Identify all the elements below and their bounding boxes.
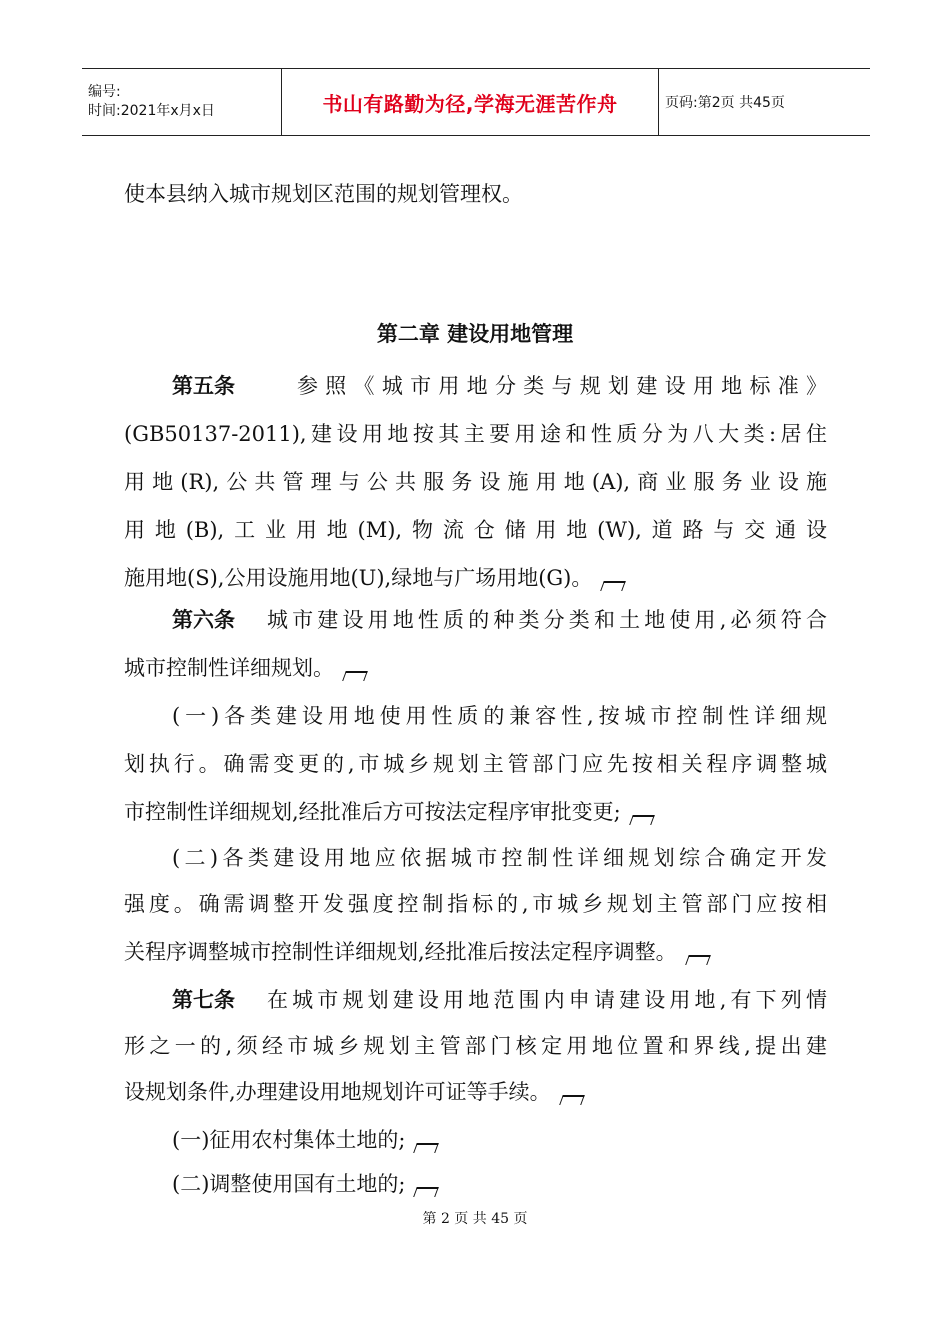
paragraph-mark-icon xyxy=(342,671,368,681)
body-line: (二)各类建设用地应依据城市控制性详细规划综合确定开发 xyxy=(172,846,827,870)
list-item: (二)调整使用国有土地的; xyxy=(172,1172,406,1196)
article-5-heading-line xyxy=(172,370,827,400)
list-item-wrapper xyxy=(172,1168,437,1198)
body-line: 施用地(S),公用设施用地(U),绿地与广场用地(G)。 xyxy=(124,566,593,590)
body-line: (GB50137-2011),建设用地按其主要用途和性质分为八大类:居住 xyxy=(124,422,827,446)
header-motto: 书山有路勤为径,学海无涯苦作舟 xyxy=(282,69,659,135)
paragraph-mark-icon xyxy=(601,581,627,591)
body-line: 强度。确需调整开发强度控制指标的,市城乡规划主管部门应按相 xyxy=(124,892,827,916)
article-7-heading-line xyxy=(172,984,827,1014)
page-footer: 第 2 页 共 45 页 xyxy=(422,1211,528,1227)
body-line-wrapper xyxy=(124,936,709,966)
paragraph-mark-icon xyxy=(685,955,711,965)
body-line: (一)各类建设用地使用性质的兼容性,按城市控制性详细规 xyxy=(172,704,827,728)
body-line-wrapper xyxy=(124,652,366,682)
body-line-wrapper xyxy=(124,796,653,826)
header-page-info: 页码:第2页 共45页 xyxy=(665,95,785,111)
body-line-wrapper xyxy=(124,1076,583,1106)
body-line: 设规划条件,办理建设用地规划许可证等手续。 xyxy=(124,1080,551,1104)
body-line: 形之一的,须经市城乡规划主管部门核定用地位置和界线,提出建 xyxy=(124,1034,827,1058)
list-item-wrapper xyxy=(172,1124,437,1154)
paragraph-mark-icon xyxy=(414,1187,440,1197)
body-line: 用地(R),公共管理与公共服务设施用地(A),商业服务业设施 xyxy=(124,470,827,494)
body-line: 城市控制性详细规划。 xyxy=(124,656,334,680)
document-number-label: 编号: xyxy=(88,84,121,100)
document-date: 时间:2021年x月x日 xyxy=(88,103,215,119)
body-line-wrapper xyxy=(124,562,624,592)
body-line: 市控制性详细规划,经批准后方可按法定程序审批变更; xyxy=(124,800,621,824)
body-line: 城市建设用地性质的种类分类和土地使用,必须符合 xyxy=(267,608,827,632)
article-6-heading-line xyxy=(172,604,827,634)
body-line: 划执行。确需变更的,市城乡规划主管部门应先按相关程序调整城 xyxy=(124,752,827,776)
paragraph-mark-icon xyxy=(559,1095,585,1105)
page-header xyxy=(82,68,870,136)
list-item: (一)征用农村集体土地的; xyxy=(172,1128,406,1152)
body-line: 使本县纳入城市规划区范围的规划管理权。 xyxy=(124,182,523,206)
chapter-title: 第二章 建设用地管理 xyxy=(376,322,574,346)
body-line: 参照《城市用地分类与规划建设用地标准》 xyxy=(297,374,827,398)
body-line: 在城市规划建设用地范围内申请建设用地,有下列情 xyxy=(267,988,827,1012)
paragraph-mark-icon xyxy=(414,1143,440,1153)
body-line: 用地(B),工业用地(M),物流仓储用地(W),道路与交通设 xyxy=(124,518,827,542)
paragraph-mark-icon xyxy=(629,815,655,825)
article-label: 第五条 xyxy=(172,374,235,398)
header-meta xyxy=(82,69,282,135)
article-label: 第六条 xyxy=(172,608,235,632)
article-label: 第七条 xyxy=(172,988,235,1012)
body-line: 关程序调整城市控制性详细规划,经批准后按法定程序调整。 xyxy=(124,940,677,964)
